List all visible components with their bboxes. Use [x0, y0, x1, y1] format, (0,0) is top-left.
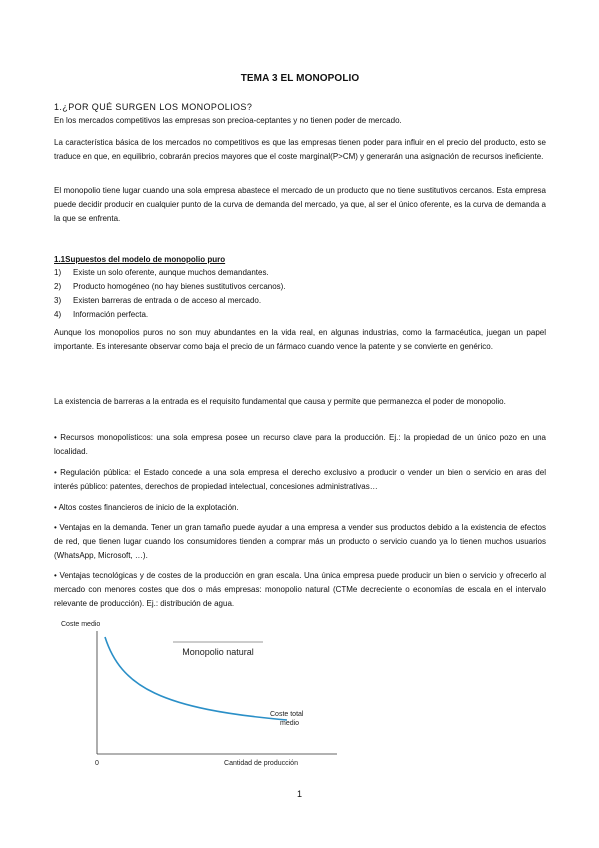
x-axis-label: Cantidad de producción	[224, 760, 298, 767]
paragraph-1: En los mercados competitivos las empresas son precioa-ceptantes y no tienen poder de mercado.	[54, 116, 402, 125]
bullet-item-costes-financieros: • Altos costes financieros de inicio de la explotación.	[54, 501, 546, 515]
list-item: 3) Existen barreras de entrada o de acceso al mercado.	[54, 296, 262, 305]
list-item: 4) Información perfecta.	[54, 310, 149, 319]
bullet-item-recursos: • Recursos monopolísticos: una sola empresa posee un recurso clave para la producción. Ej.: la propiedad de un único pozo en una localidad.	[54, 431, 546, 459]
document-title: TEMA 3 EL MONOPOLIO	[240, 73, 360, 84]
assumptions-list	[54, 266, 546, 322]
paragraph-3: El monopolio tiene lugar cuando una sola empresa abastece el mercado de un producto que no tiene sustitutivos cercanos. Esta empresa puede decidir producir en cualquier punto de la curva de demanda del mercado, ya que, al ser el único oferente, es la curva de demanda a la que se enfrenta.	[54, 186, 546, 223]
page-number: 1	[296, 789, 302, 799]
y-axis-label: Coste medio	[61, 621, 101, 628]
curve-label-line1: Coste total	[270, 711, 304, 718]
curve-label-line2: medio	[280, 720, 300, 727]
paragraph-4: Aunque los monopolios puros no son muy abundantes en la vida real, en algunas industrias, como la farmacéutica, juegan un papel importante. Es interesante observar como baja el precio de un fármaco cuando vence la patente y se convierte en genérico.	[54, 328, 546, 351]
paragraph-5: La existencia de barreras a la entrada es el requisito fundamental que causa y permite que permanezca el poder de monopolio.	[54, 397, 506, 406]
bullet-item-ventajas-tecnologicas: • Ventajas tecnológicas y de costes de la producción en gran escala. Una única empresa puede producir un bien o servicio y ofrecerlo al mercado con menores costes que dos o más empresas: monopolio natural (CTMe decreciente o economías de escala en el intervalo relevante de producción). Ej.: distribución de agua.	[54, 569, 546, 611]
section-heading-2: 1.1Supuestos del modelo de monopolio puro	[54, 255, 226, 264]
origin-label: 0	[95, 760, 99, 767]
bullet-item-regulacion: • Regulación pública: el Estado concede a una sola empresa el derecho exclusivo a producir o vender un bien o servicio en aras del interés público: patentes, derechos de propiedad intelectual, concesiones administrativas…	[54, 466, 546, 494]
chart-title: Monopolio natural	[182, 647, 254, 657]
bullet-item-ventajas-demanda: • Ventajas en la demanda. Tener un gran tamaño puede ayudar a una empresa a vender sus productos debido a la existencia de efectos de red, que tienen lugar cuando los consumidores tienden a comprar más un producto o servicio cuando ya lo tienen muchos usuarios (WhatsApp, Microsoft, …).	[54, 521, 546, 563]
list-item: 2) Producto homogéneo (no hay bienes sustitutivos cercanos).	[54, 282, 286, 291]
natural-monopoly-chart	[61, 617, 341, 773]
paragraph-2: La característica básica de los mercados no competitivos es que las empresas tienen poder para influir en el precio del producto, esto se traduce en que, en equilibrio, cobrarán precios mayores que el coste marginal(P>CM) y generarán una asignación de recursos ineficiente.	[54, 138, 546, 161]
list-item: 1) Existe un solo oferente, aunque muchos demandantes.	[54, 268, 269, 277]
section-heading-1: 1.¿POR QUÉ SURGEN LOS MONOPOLIOS?	[54, 102, 253, 112]
